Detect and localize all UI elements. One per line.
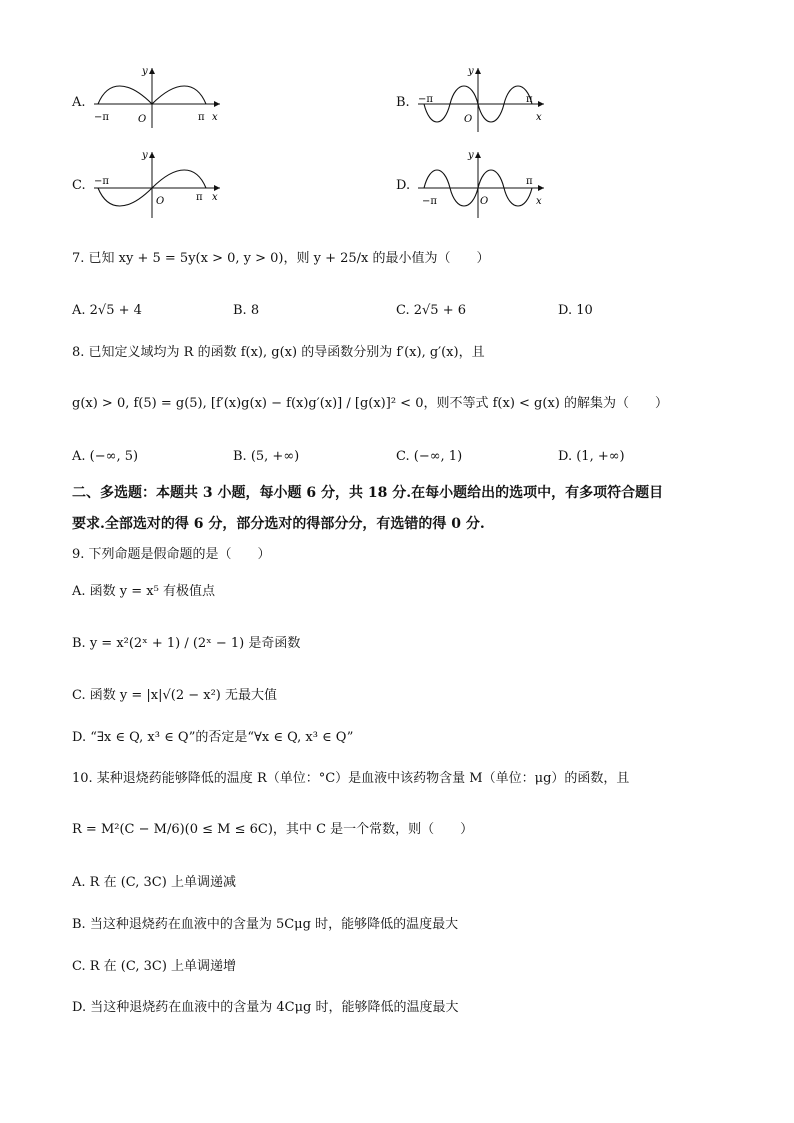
graph-b bbox=[414, 62, 554, 132]
option-d-label: D. bbox=[396, 178, 411, 193]
pi-label: π bbox=[526, 176, 533, 187]
y-axis-label: y bbox=[468, 66, 474, 77]
question-9-stem: 9. 下列命题是假命题的是（ ） bbox=[72, 547, 271, 562]
origin-label: O bbox=[464, 114, 473, 125]
q10-option-b: B. 当这种退烧药在血液中的含量为 5Cμg 时，能够降低的温度最大 bbox=[72, 917, 459, 932]
origin-label: O bbox=[156, 196, 165, 207]
q9-option-b: B. y = x²(2ˣ + 1) / (2ˣ − 1) 是奇函数 bbox=[72, 636, 301, 651]
section-2-heading: 二、多选题：本题共 3 小题，每小题 6 分，共 18 分.在每小题给出的选项中，有多项符合题目 bbox=[72, 485, 664, 501]
y-axis-label: y bbox=[142, 150, 148, 161]
neg-pi-label: −π bbox=[422, 196, 437, 207]
origin-label: O bbox=[480, 196, 489, 207]
graph-a bbox=[90, 62, 230, 132]
q7-option-b: B. 8 bbox=[233, 303, 260, 318]
x-axis-label: x bbox=[212, 112, 218, 123]
option-b-label: B. bbox=[396, 95, 410, 110]
neg-pi-label: −π bbox=[418, 94, 433, 105]
x-axis-label: x bbox=[536, 196, 542, 207]
graph-d bbox=[414, 146, 554, 220]
option-a-label: A. bbox=[72, 95, 86, 110]
pi-label: π bbox=[526, 94, 533, 105]
q9-option-c: C. 函数 y = |x|√(2 − x²) 无最大值 bbox=[72, 688, 278, 703]
q8-option-b: B. (5, +∞) bbox=[233, 449, 300, 464]
q7-option-c: C. 2√5 + 6 bbox=[396, 303, 467, 318]
x-axis-label: x bbox=[536, 112, 542, 123]
question-10-stem: 10. 某种退烧药能够降低的温度 R（单位：°C）是血液中该药物含量 M（单位：μg）的函数，且 bbox=[72, 771, 630, 786]
question-8-stem: 8. 已知定义域均为 R 的函数 f(x), g(x) 的导函数分别为 f′(x), g′(x)，且 bbox=[72, 345, 485, 360]
x-axis-label: x bbox=[212, 192, 218, 203]
option-c-label: C. bbox=[72, 178, 86, 193]
question-8-condition: g(x) > 0, f(5) = g(5), [f′(x)g(x) − f(x)g′(x)] / [g(x)]² < 0，则不等式 f(x) < g(x) 的解集为（ ） bbox=[72, 396, 668, 411]
q9-option-a: A. 函数 y = x⁵ 有极值点 bbox=[72, 584, 215, 599]
q10-option-c: C. R 在 (C, 3C) 上单调递增 bbox=[72, 959, 237, 974]
q10-option-a: A. R 在 (C, 3C) 上单调递减 bbox=[72, 875, 236, 890]
q8-option-d: D. (1, +∞) bbox=[558, 449, 625, 464]
q7-option-d: D. 10 bbox=[558, 303, 593, 318]
neg-pi-label: −π bbox=[94, 176, 109, 187]
question-10-formula: R = M²(C − M/6)(0 ≤ M ≤ 6C)，其中 C 是一个常数，则（ ） bbox=[72, 822, 474, 837]
graph-c bbox=[90, 146, 230, 220]
q10-option-d: D. 当这种退烧药在血液中的含量为 4Cμg 时，能够降低的温度最大 bbox=[72, 1000, 459, 1015]
origin-label: O bbox=[138, 114, 147, 125]
pi-label: π bbox=[198, 112, 205, 123]
q9-option-d: D. “∃x ∈ Q, x³ ∈ Q”的否定是“∀x ∈ Q, x³ ∈ Q” bbox=[72, 730, 354, 745]
y-axis-label: y bbox=[468, 150, 474, 161]
q7-option-a: A. 2√5 + 4 bbox=[72, 303, 142, 318]
q8-option-a: A. (−∞, 5) bbox=[72, 449, 139, 464]
question-7-stem: 7. 已知 xy + 5 = 5y(x > 0, y > 0)，则 y + 25/x 的最小值为（ ） bbox=[72, 251, 490, 266]
neg-pi-label: −π bbox=[94, 112, 109, 123]
y-axis-label: y bbox=[142, 66, 148, 77]
q8-option-c: C. (−∞, 1) bbox=[396, 449, 463, 464]
section-2-instructions: 要求.全部选对的得 6 分，部分选对的得部分分，有选错的得 0 分. bbox=[72, 516, 485, 532]
pi-label: π bbox=[196, 192, 203, 203]
